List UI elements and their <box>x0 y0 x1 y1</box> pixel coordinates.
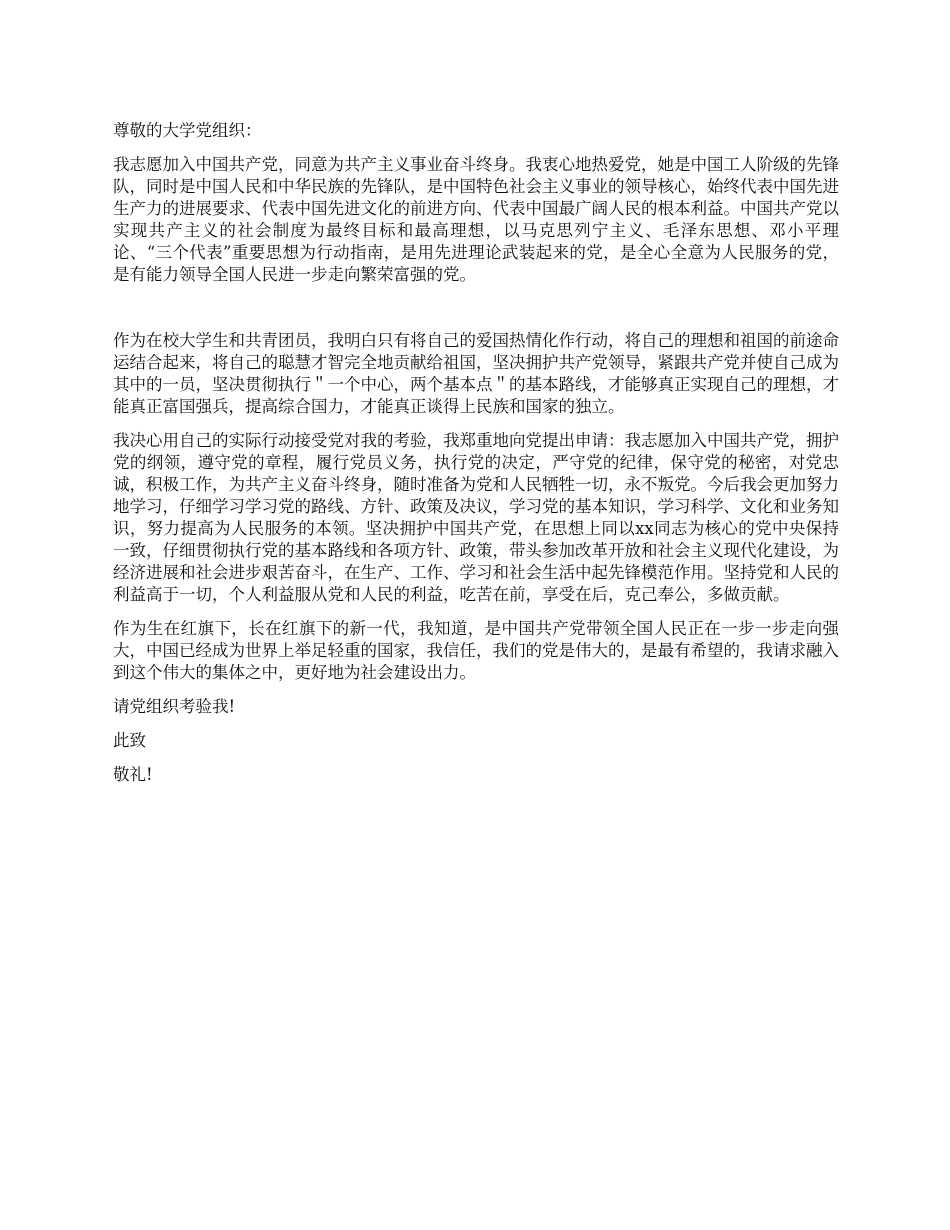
request-line: 请党组织考验我! <box>113 697 236 716</box>
paragraph-4: 作为生在红旗下，长在红旗下的新一代，我知道，是中国共产党带领全国人民正在一步一步走向强大，中国已经成为世界上举足轻重的国家，我信任，我们的党是伟大的，是最有希望的，我请求融入到这个伟大的集体之中，更好地为社会建设出力。 <box>113 619 839 682</box>
closing-line-1: 此致 <box>113 731 146 750</box>
closing-line-2: 敬礼! <box>113 765 153 784</box>
paragraph-3: 我决心用自己的实际行动接受党对我的考验，我郑重地向党提出申请：我志愿加入中国共产党，拥护党的纲领，遵守党的章程，履行党员义务，执行党的决定，严守党的纪律，保守党的秘密，对党忠诚，积极工作，为共产主义奋斗终身，随时准备为党和人民牺牲一切，永不叛党。今后我会更加努力地学习，仔细学习学习党的路线、方针、政策及决议，学习党的基本知识，学习科学、文化和业务知识，努力提高为人民服务的本领。坚决拥护中国共产党，在思想上同以xx同志为核心的党中央保持一致，仔细贯彻执行党的基本路线和各项方针、政策，带头参加改革开放和社会主义现代化建设，为经济进展和社会进步艰苦奋斗，在生产、工作、学习和社会生活中起先锋模范作用。坚持党和人民的利益高于一切，个人利益服从党和人民的利益，吃苦在前，享受在后，克己奉公，多做贡献。 <box>113 431 839 604</box>
letter-body <box>113 120 839 798</box>
paragraph-2: 作为在校大学生和共青团员，我明白只有将自己的爱国热情化作行动，将自己的理想和祖国的前途命运结合起来，将自己的聪慧才智完全地贡献给祖国，坚决拥护共产党领导，紧跟共产党并使自己成为其中的一员，坚决贯彻执行＂一个中心，两个基本点＂的基本路线，才能够真正实现自己的理想，才能真正富国强兵，提高综合国力，才能真正谈得上民族和国家的独立。 <box>113 331 839 416</box>
paragraph-1: 我志愿加入中国共产党，同意为共产主义事业奋斗终身。我衷心地热爱党，她是中国工人阶级的先锋队，同时是中国人民和中华民族的先锋队，是中国特色社会主义事业的领导核心，始终代表中国先进生产力的进展要求、代表中国先进文化的前进方向、代表中国最广阔人民的根本利益。中国共产党以实现共产主义的社会制度为最终目标和最高理想，以马克思列宁主义、毛泽东思想、邓小平理论、“三个代表”重要思想为行动指南，是用先进理论武装起来的党，是全心全意为人民服务的党，是有能力领导全国人民进一步走向繁荣富强的党。 <box>113 155 839 284</box>
salutation: 尊敬的大学党组织： <box>113 121 262 140</box>
